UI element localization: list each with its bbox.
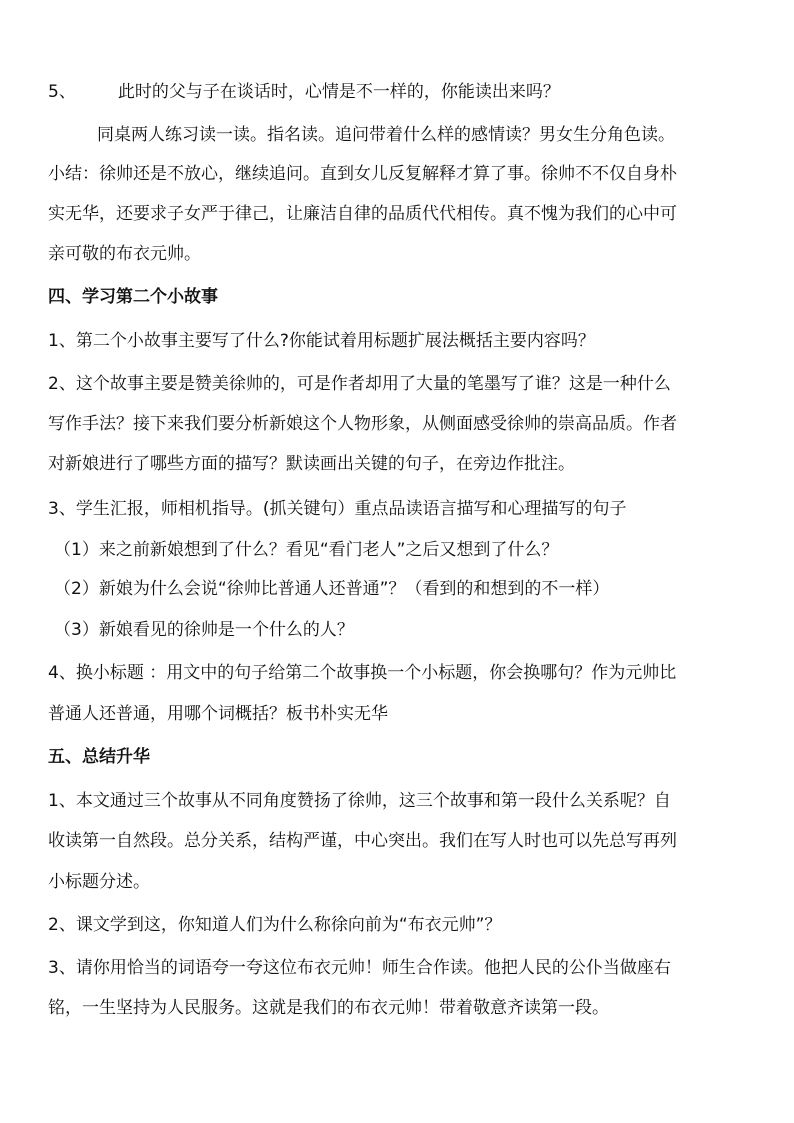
sub-item: （1）来之前新娘想到了什么？看见“看门老人”之后又想到了什么？	[54, 540, 559, 560]
list-item: 3、学生汇报，师相机指导。(抓关键句）重点品读语言描写和心理描写的句子	[48, 499, 627, 519]
item-5-line	[48, 81, 758, 103]
list-item: 4、换小标题 ：用文中的句子给第二个故事换一个小标题，你会换哪句？作为元帅比	[48, 663, 677, 683]
sub-item: （2）新娘为什么会说“徐帅比普通人还普通”？（看到的和想到的不一样）	[54, 579, 610, 599]
list-item: 1、本文通过三个故事从不同角度赞扬了徐帅，这三个故事和第一段什么关系呢？自	[48, 791, 671, 811]
summary-line: 实无华，还要求子女严于律己，让廉洁自律的品质代代相传。真不愧为我们的心中可	[48, 204, 677, 224]
summary-line: 亲可敬的布衣元帅。	[48, 244, 201, 264]
item-number: 5、	[48, 82, 76, 102]
list-item-continued: 普通人还普通，用哪个词概括？板书朴实无华	[48, 704, 388, 724]
paragraph-line: 同桌两人练习读一读。指名读。追问带着什么样的感情读？男女生分角色读。	[97, 125, 675, 145]
item-text: 此时的父与子在谈话时，心情是不一样的，你能读出来吗？	[117, 82, 560, 102]
section-heading-5: 五、总结升华	[48, 747, 150, 767]
list-item-continued: 收读第一自然段。总分关系，结构严谨，中心突出。我们在写人时也可以先总写再列	[48, 831, 677, 851]
list-item-continued: 小标题分述。	[48, 872, 150, 892]
sub-item: （3）新娘看见的徐帅是一个什么的人？	[54, 620, 354, 640]
list-item-continued: 写作手法？接下来我们要分析新娘这个人物形象，从侧面感受徐帅的崇高品质。作者	[48, 414, 677, 434]
list-item-continued: 铭，一生坚持为人民服务。这就是我们的布衣元帅！带着敬意齐读第一段。	[48, 998, 609, 1018]
list-item: 2、课文学到这，你知道人们为什么称徐向前为“布衣元帅”？	[48, 915, 502, 935]
summary-line: 小结：徐帅还是不放心，继续追问。直到女儿反复解释才算了事。徐帅不不仅自身朴	[48, 164, 677, 184]
section-heading-4: 四、学习第二个小故事	[48, 287, 218, 307]
list-item: 2、这个故事主要是赞美徐帅的，可是作者却用了大量的笔墨写了谁？这是一种什么	[48, 374, 671, 394]
list-item-continued: 对新娘进行了哪些方面的描写？默读画出关键的句子，在旁边作批注。	[48, 454, 575, 474]
list-item: 1、第二个小故事主要写了什么?你能试着用标题扩展法概括主要内容吗？	[48, 331, 595, 351]
list-item: 3、请你用恰当的词语夸一夸这位布衣元帅！师生合作读。他把人民的公仆当做座右	[48, 958, 671, 978]
